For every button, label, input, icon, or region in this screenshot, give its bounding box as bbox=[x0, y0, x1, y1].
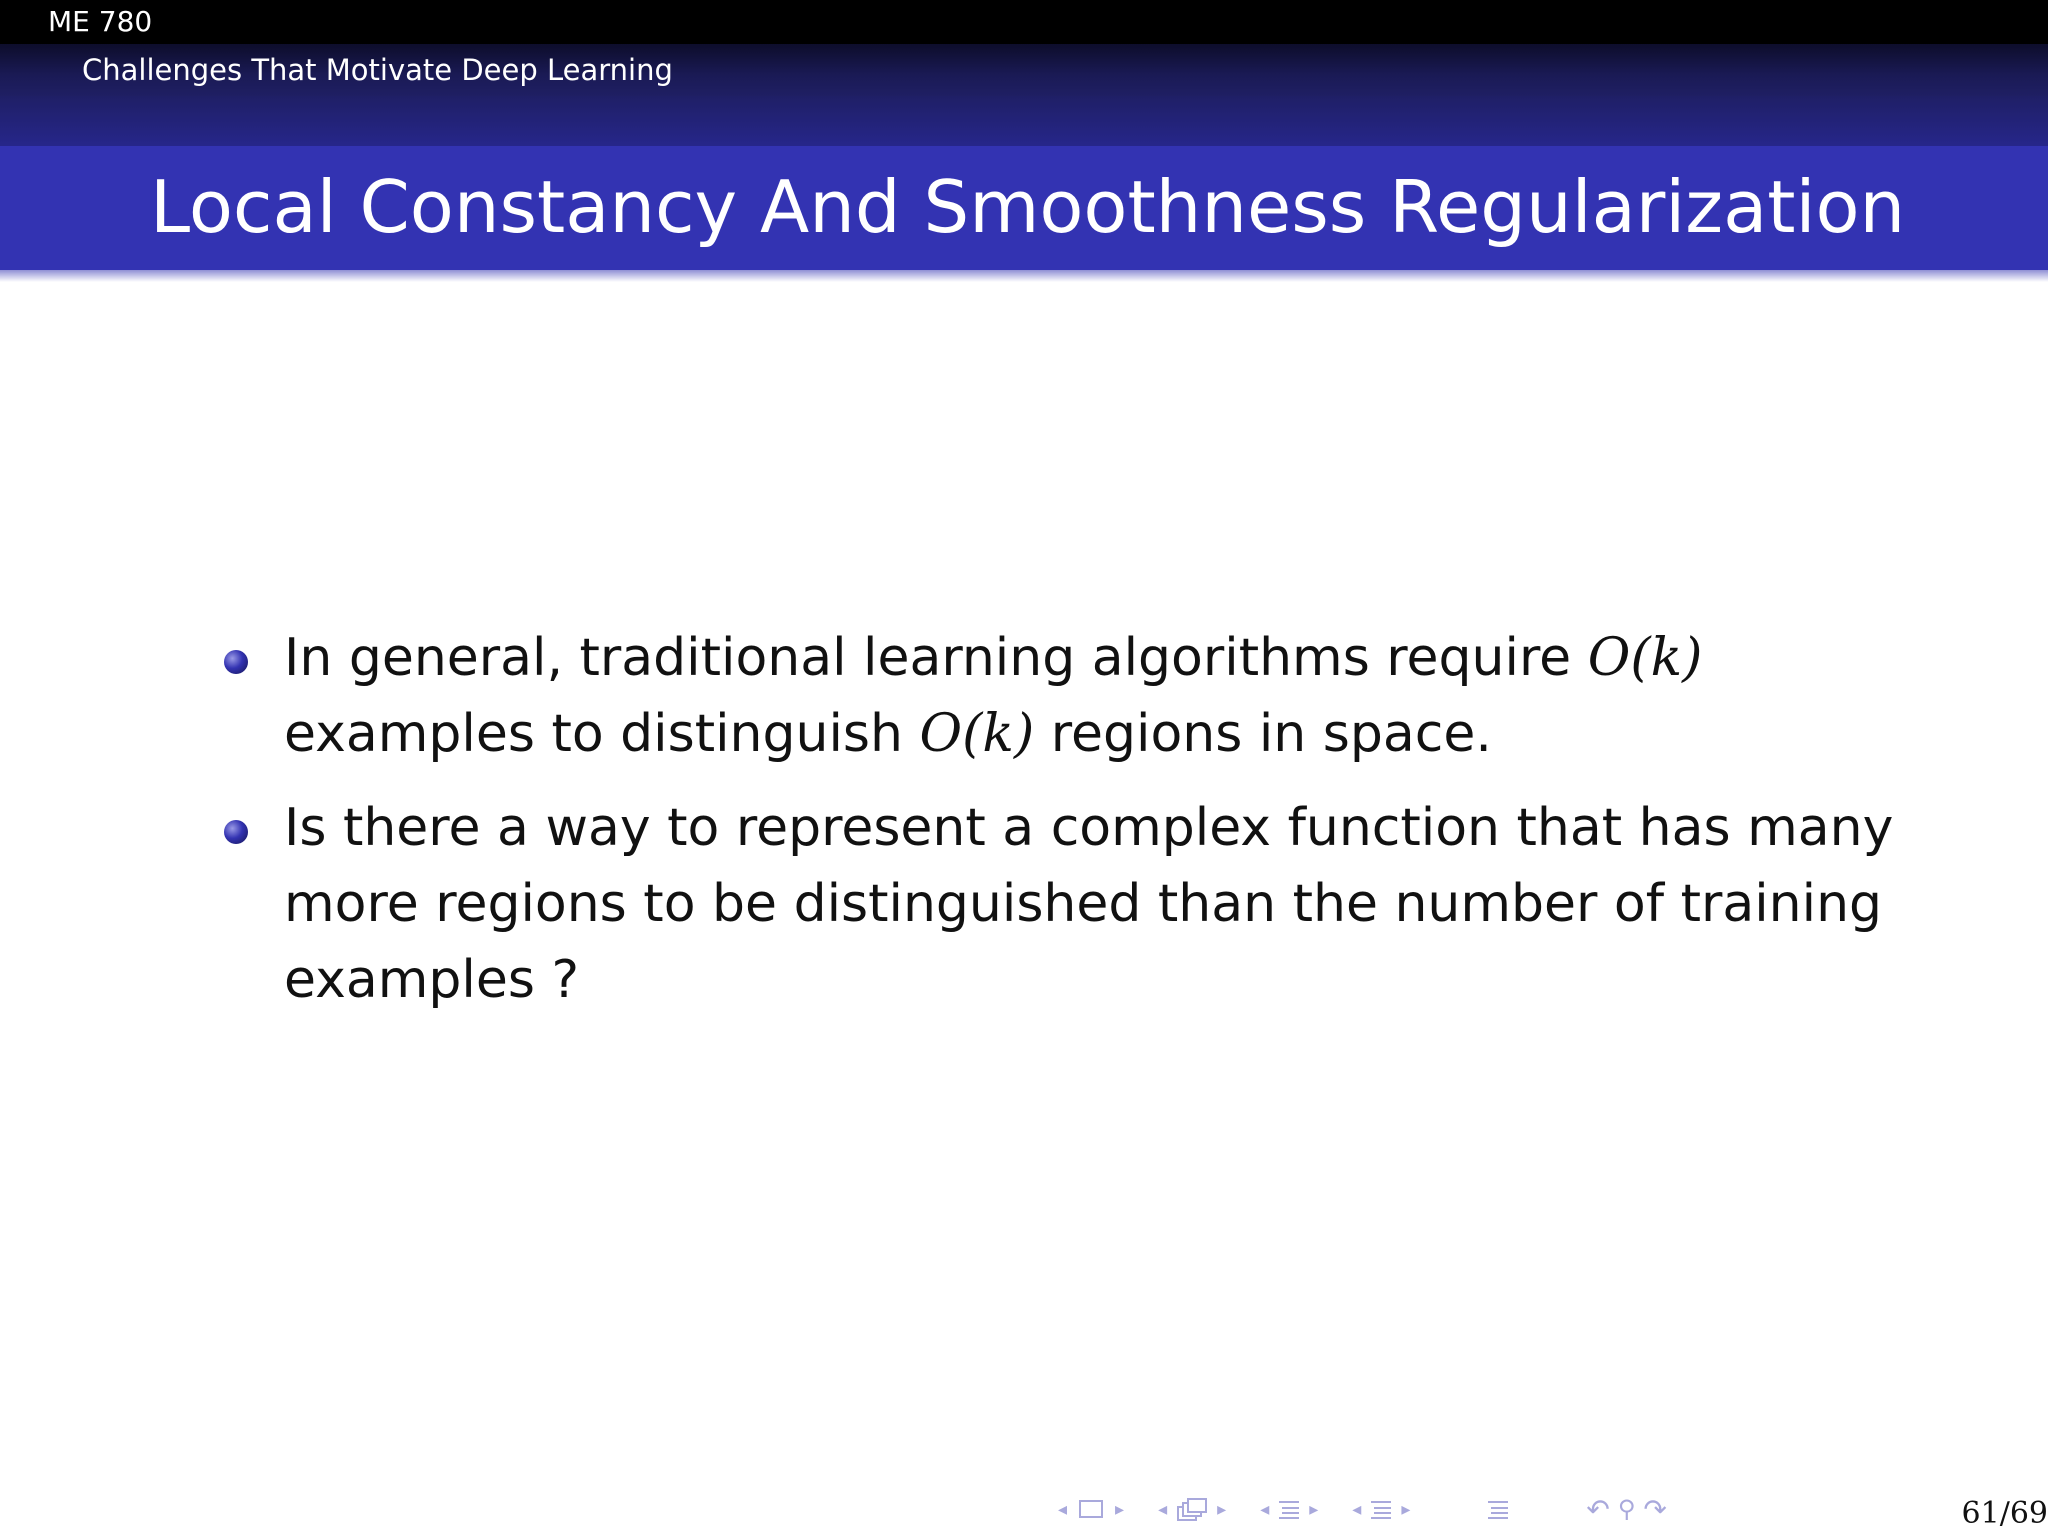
frame-title-shadow bbox=[0, 270, 2048, 282]
bullet-item bbox=[220, 790, 1900, 1018]
math-expression: O(k) bbox=[919, 704, 1035, 764]
outline-lines-icon[interactable] bbox=[1488, 1499, 1508, 1519]
bullet-text-part: regions in space. bbox=[1034, 704, 1492, 764]
right-arrow-icon[interactable]: ▸ bbox=[1217, 1498, 1227, 1520]
subsection-frames-icon[interactable] bbox=[1177, 1498, 1207, 1520]
search-icon[interactable]: ⚲ bbox=[1617, 1495, 1636, 1523]
section-lines-icon[interactable] bbox=[1279, 1499, 1299, 1519]
section-bar bbox=[0, 44, 2048, 96]
left-arrow-icon[interactable]: ◂ bbox=[1158, 1498, 1168, 1520]
course-title: ME 780 bbox=[48, 5, 153, 38]
bullet-text-part: In general, traditional learning algorithms require bbox=[284, 628, 1588, 688]
bullet-ball-icon bbox=[224, 820, 248, 844]
left-arrow-icon[interactable]: ◂ bbox=[1058, 1498, 1068, 1520]
bullet-text: Is there a way to represent a complex function that has many more regions to be distinguished than the number of training examples ? bbox=[284, 798, 1894, 1010]
course-bar bbox=[0, 0, 2048, 44]
right-arrow-icon[interactable]: ▸ bbox=[1309, 1498, 1319, 1520]
subsection-lines-icon[interactable] bbox=[1371, 1499, 1391, 1519]
section-title: Challenges That Motivate Deep Learning bbox=[82, 53, 673, 87]
header-spacer bbox=[0, 96, 2048, 146]
left-arrow-icon[interactable]: ◂ bbox=[1352, 1498, 1362, 1520]
slide-content bbox=[220, 620, 1900, 1036]
undo-icon[interactable]: ↶ bbox=[1586, 1492, 1610, 1526]
navigation-bar bbox=[1058, 1492, 1667, 1526]
bullet-ball-icon bbox=[224, 650, 248, 674]
left-arrow-icon[interactable]: ◂ bbox=[1260, 1498, 1270, 1520]
frame-title: Local Constancy And Smoothness Regularization bbox=[150, 165, 1906, 249]
page-number: 61/69 bbox=[1961, 1496, 2048, 1531]
frame-box-icon[interactable] bbox=[1079, 1500, 1103, 1518]
bullet-text-part: examples to distinguish bbox=[284, 704, 920, 764]
right-arrow-icon[interactable]: ▸ bbox=[1115, 1498, 1125, 1520]
right-arrow-icon[interactable]: ▸ bbox=[1401, 1498, 1411, 1520]
bullet-item bbox=[220, 620, 1900, 772]
redo-icon[interactable]: ↷ bbox=[1643, 1492, 1667, 1526]
math-expression: O(k) bbox=[1587, 628, 1703, 688]
